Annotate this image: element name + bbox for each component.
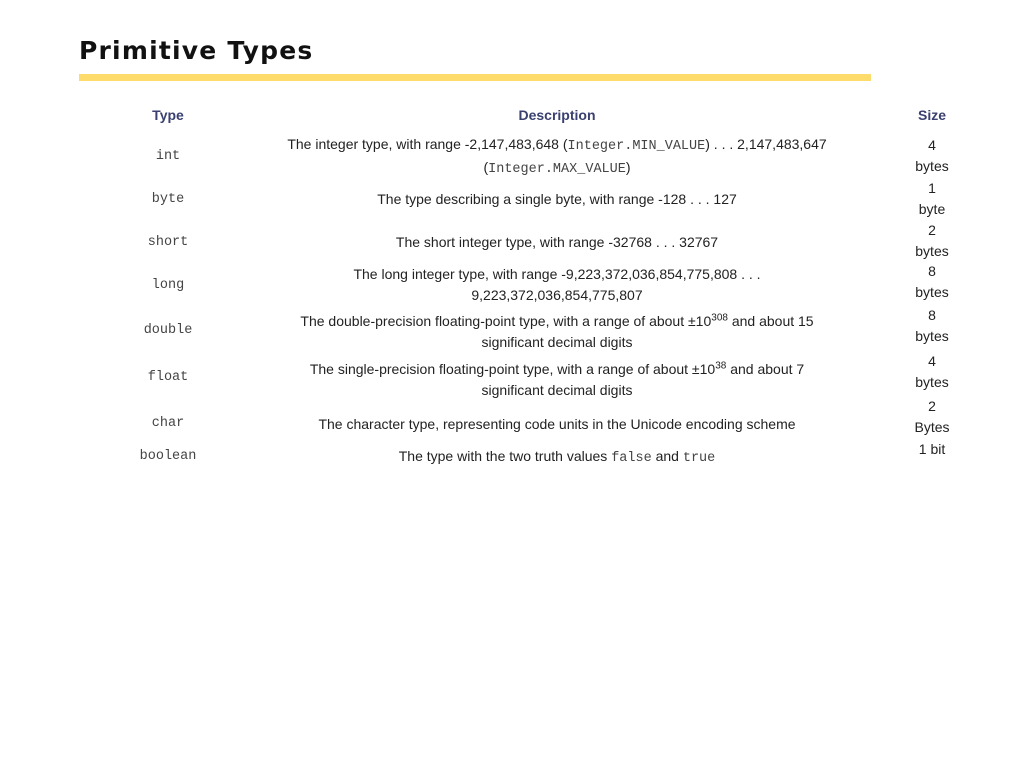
size-cell: 1 bit (918, 441, 946, 457)
type-cell: short (147, 235, 189, 250)
size-cell: 8 bytes (915, 263, 949, 300)
description-cell: The type with the two truth values false and true (398, 448, 716, 466)
title-underline (79, 74, 871, 81)
type-cell: int (155, 149, 181, 164)
description-cell: The single-precision floating-point type, with a range of about $\pm 10^{38}$ and about 7 significant decimal digits (309, 360, 805, 398)
description-cell: The type describing a single byte, with range -128 . . . 127 (377, 191, 737, 207)
size-cell: 1 byte (918, 180, 946, 217)
type-cell: float (147, 370, 189, 385)
description-cell: The double-precision floating-point type, with a range of about $\pm 10^{308}$ and about 15 significant decimal digits (300, 312, 814, 350)
size-cell: 2 Bytes (914, 398, 950, 435)
description-cell: The long integer type, with range -9,223,372,036,854,775,808 . . . 9,223,372,036,854,775,807 (353, 266, 761, 303)
size-cell: 4 bytes (915, 353, 949, 390)
type-cell: long (151, 278, 185, 293)
size-cell: 8 bytes (915, 307, 949, 344)
size-cell: 4 bytes (915, 137, 949, 174)
type-cell: boolean (139, 449, 197, 464)
description-cell: The short integer type, with range -32768 . . . 32767 (395, 234, 719, 250)
type-cell: byte (151, 192, 185, 207)
header-size: Size (917, 107, 947, 123)
size-cell: 2 bytes (915, 222, 949, 259)
header-description: Description (518, 107, 596, 123)
type-cell: char (151, 416, 185, 431)
description-cell: The character type, representing code units in the Unicode encoding scheme (318, 416, 796, 432)
description-cell: The integer type, with range -2,147,483,648 (Integer.MIN_VALUE) . . . 2,147,483,647 (Integer.MAX_VALUE) (287, 136, 827, 177)
type-cell: double (143, 323, 193, 338)
header-type: Type (152, 107, 184, 123)
page-title: Primitive Types (79, 36, 314, 65)
